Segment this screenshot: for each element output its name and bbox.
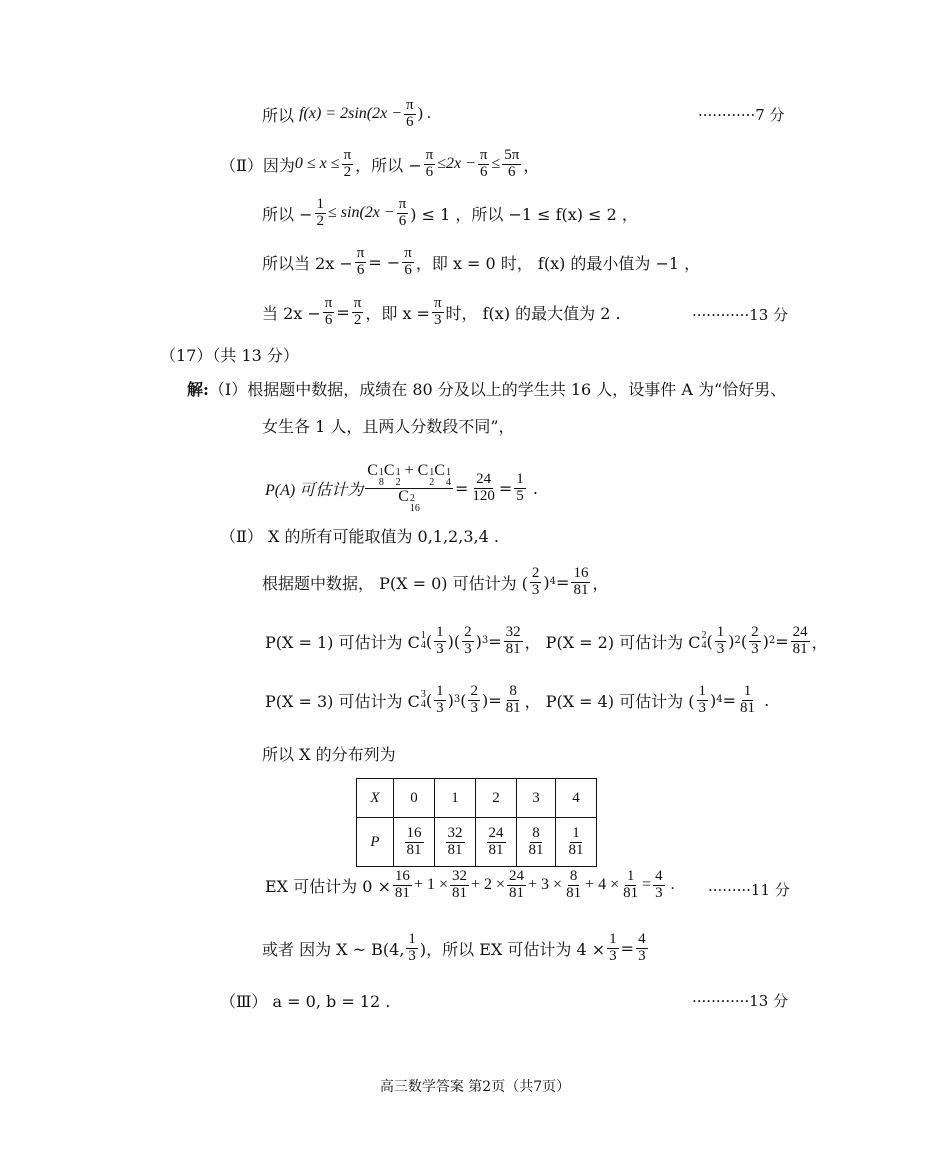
table-cell [556, 818, 597, 867]
table-row [357, 818, 597, 867]
equals: = [488, 690, 502, 710]
den: 3 [436, 699, 444, 716]
text: P(A) 可估计为 [265, 482, 364, 499]
num: 1 [436, 683, 444, 699]
fraction-32-81 [450, 869, 469, 902]
score-13-final: ············13 分 [692, 992, 789, 1010]
fraction [567, 826, 586, 859]
table-cell: X [357, 779, 394, 818]
fraction-2-3 [749, 625, 761, 658]
text: ， [592, 573, 609, 593]
text: 所以 [262, 105, 295, 125]
den: 81 [573, 581, 589, 598]
text: 女生各 1 人，且两人分数段不同”， [262, 417, 515, 436]
num: 8 [509, 683, 517, 699]
num: 32 [447, 824, 463, 841]
table-cell: 2 [476, 779, 517, 818]
den: 81 [509, 884, 525, 901]
den: 81 [568, 841, 584, 858]
num: π [425, 147, 434, 163]
line-ex: EX 可估计为 0 × $\frac{16}{81}$ + 1 × $\frac{32}{81}$ + 2 × $\frac{24}{81}$ + 3 × $\frac{8}{81}$ + 4 × $\frac{1}{81}$ = $\frac{4}{3}$ . [265, 868, 675, 901]
num: 1 [436, 624, 444, 640]
den: 81 [528, 841, 544, 858]
num: 2 [751, 624, 759, 640]
text: ) [543, 572, 550, 592]
num: π [404, 245, 412, 261]
text: 或者 因为 X ~ B(4, [262, 939, 405, 959]
num: 16 [394, 868, 410, 884]
line-sin-range [262, 197, 638, 230]
num: 4 [638, 931, 646, 947]
num: C 1 8 C 1 2 + C 1 2 C 1 4 [367, 462, 451, 488]
line-pa [265, 463, 538, 514]
table-cell [517, 818, 556, 867]
den: 81 [406, 841, 422, 858]
num: 1 [408, 931, 416, 947]
table-cell [394, 818, 435, 867]
fraction-pi-6 [323, 296, 335, 329]
num: 5π [504, 147, 520, 163]
den: 6 [356, 261, 365, 278]
num: 4 [655, 868, 663, 884]
equals: = [722, 690, 737, 710]
line-px1-px2: P(X = 1) 可估计为 C 1 4 ( $\frac{1}{3}$ )( $\frac{2}{3}$ ) 3 = $\frac{32}{81}$ ， P(X = 2) 可估计为 C 2 4 ( $\frac{1}{3}$ ) 2 ( $\frac{2}{3}$ ) 2 = $\frac{24}{81}$ ， [265, 624, 828, 657]
text: ，即 x = [365, 303, 430, 323]
table-cell [476, 818, 517, 867]
line-part2-range [220, 148, 539, 181]
text: ， P(X = 4) 可估计为 ( [524, 691, 695, 711]
fraction-8-81 [504, 684, 523, 717]
den: 6 [479, 163, 488, 180]
text: = [336, 302, 350, 322]
equals: = [620, 938, 635, 958]
text: . [532, 479, 538, 498]
fraction-1-3 [607, 932, 619, 965]
num: 24 [476, 471, 492, 488]
num: 2 [464, 624, 472, 640]
num: 24 [509, 868, 525, 884]
den: 120 [472, 488, 495, 504]
line-binomial [262, 932, 650, 965]
line-fx [262, 98, 431, 131]
den: 81 [566, 884, 582, 901]
fraction-1-5 [514, 472, 526, 505]
fraction-pi-6 [355, 246, 367, 279]
fraction-pi-6 [424, 148, 436, 181]
equals: = [775, 631, 789, 651]
den: 81 [505, 640, 521, 657]
table-cell: 3 [517, 779, 556, 818]
den: 81 [451, 884, 467, 901]
line-x-values [220, 524, 499, 547]
distribution-table [356, 778, 597, 867]
math-expr: 0 ≤ x ≤ [294, 155, 340, 173]
den: 81 [740, 699, 756, 716]
text: 所以 − [262, 204, 313, 224]
solution-part1 [187, 377, 786, 400]
fraction-1-3 [715, 625, 727, 658]
num: π [479, 147, 488, 163]
fraction-1-81 [621, 869, 640, 902]
den: C 2 16 [398, 488, 420, 514]
part-label: （Ⅱ）因为 [220, 155, 295, 175]
fraction-pi-6 [404, 98, 416, 131]
text: ，即 x = 0 时， f(x) 的最小值为 −1 ， [415, 253, 701, 273]
text: ， [523, 155, 540, 175]
den: 81 [505, 699, 521, 716]
num: 8 [569, 868, 578, 884]
line-part3 [220, 989, 390, 1012]
table-row [357, 779, 597, 818]
line-px3-px4: P(X = 3) 可估计为 C 3 4 ( $\frac{1}{3}$ ) 3 ( $\frac{2}{3}$ ) = $\frac{8}{81}$ ， P(X = 4) 可估计为 ( $\frac{1}{3}$ ) 4 = $\frac{1}{81}$ . [265, 683, 770, 716]
equals: = [454, 479, 469, 498]
equals: = [498, 479, 513, 498]
den: 6 [406, 113, 414, 130]
fraction-5pi-6 [502, 148, 521, 181]
fraction-1-3 [434, 684, 446, 717]
text: （Ⅰ）根据题中数据，成绩在 80 分及以上的学生共 16 人，设事件 A 为“恰好男、 [208, 380, 787, 399]
fraction [405, 826, 424, 859]
table-cell: P [357, 818, 394, 867]
text: = − [368, 252, 401, 272]
math-expr: ≤ [491, 155, 501, 173]
den: 3 [698, 699, 707, 716]
fraction-2-3 [462, 625, 474, 658]
num: 1 [626, 868, 635, 884]
fraction-16-81 [571, 566, 590, 599]
equals: = [488, 631, 502, 651]
fraction-pi-6 [397, 197, 409, 230]
den: 3 [638, 947, 646, 964]
num: 1 [572, 824, 580, 841]
den: 3 [655, 884, 663, 901]
fraction-24-120 [470, 472, 497, 505]
fraction-1-2 [315, 197, 327, 230]
den: 3 [436, 640, 444, 657]
fraction-1-81 [738, 684, 757, 717]
den: 3 [408, 947, 416, 964]
den: 3 [609, 947, 617, 964]
den: 6 [508, 163, 516, 180]
text: ， [811, 632, 828, 652]
fraction-2-3 [468, 684, 480, 717]
den: 81 [623, 884, 639, 901]
den: 2 [343, 163, 352, 180]
num: π [356, 245, 365, 261]
num: 2 [531, 565, 540, 581]
text: ，所以 − [355, 155, 422, 175]
num: π [406, 97, 414, 113]
score-7: ············7 分 [698, 106, 785, 124]
fraction-pi-6 [402, 246, 414, 279]
num: 32 [451, 868, 467, 884]
fraction-24-81 [791, 625, 810, 658]
fraction-1-3 [406, 932, 418, 965]
num: 1 [698, 683, 707, 699]
den: 3 [464, 640, 472, 657]
fraction-4-3 [636, 932, 648, 965]
score-13: ············13 分 [692, 306, 789, 324]
num: 24 [488, 824, 504, 841]
num: 1 [609, 931, 617, 947]
text: )，所以 EX 可估计为 4 × [419, 939, 606, 959]
fraction-2-3 [530, 566, 542, 599]
solution-label: 解: [187, 380, 209, 399]
den: 2 [353, 311, 362, 328]
den: 6 [324, 311, 333, 328]
num: 16 [573, 565, 589, 581]
math-end: ) . [417, 105, 431, 123]
num: π [343, 147, 352, 163]
den: 81 [488, 841, 504, 858]
text: （Ⅱ） X 的所有可能取值为 0,1,2,3,4 . [220, 527, 499, 546]
table-cell: 4 [556, 779, 597, 818]
den: 81 [394, 884, 410, 901]
den: 6 [398, 212, 407, 229]
den: 5 [516, 488, 524, 504]
line-min [262, 246, 700, 279]
num: π [324, 295, 333, 311]
den: 3 [531, 581, 540, 598]
den: 6 [404, 261, 412, 278]
num: π [353, 295, 362, 311]
num: π [398, 196, 407, 212]
num: 32 [505, 624, 521, 640]
fraction-pi-2 [352, 296, 364, 329]
text: （17）（共 13 分） [160, 346, 299, 365]
fraction-32-81 [504, 625, 523, 658]
num: 1 [516, 471, 524, 488]
table-cell: 0 [394, 779, 435, 818]
den: 2 [316, 212, 324, 229]
page-footer: 高三数学答案 第2页（共7页） [379, 1079, 571, 1095]
fraction-pi-6 [478, 148, 490, 181]
num: 1 [316, 196, 324, 212]
fraction [527, 826, 546, 859]
line-distribution-intro [262, 742, 396, 765]
fraction-pi-3 [432, 296, 444, 329]
solution-part1-cont [262, 414, 515, 437]
fraction-16-81 [393, 869, 412, 902]
fraction-4-3 [653, 869, 665, 902]
fraction-pi-2 [342, 148, 354, 181]
fraction-1-3 [434, 625, 446, 658]
text: P(X = 3) 可估计为 C [265, 691, 420, 711]
fraction [487, 826, 506, 859]
num: 24 [792, 624, 808, 640]
fraction-combination [365, 463, 453, 514]
line-px0: 根据题中数据， P(X = 0) 可估计为 ( $\frac{2}{3}$ ) 4 = $\frac{16}{81}$ ， [262, 565, 609, 598]
text: （Ⅲ） a = 0, b = 12 . [220, 992, 391, 1011]
text: 当 2x − [262, 303, 321, 323]
num: 16 [406, 824, 422, 841]
table-cell: 1 [435, 779, 476, 818]
den: 6 [425, 163, 434, 180]
fraction-24-81 [507, 869, 526, 902]
text: 所以 X 的分布列为 [262, 745, 396, 764]
text: 时， f(x) 的最大值为 2 . [445, 303, 621, 323]
fraction-1-3 [697, 684, 709, 717]
den: 3 [716, 640, 725, 657]
num: 1 [716, 624, 725, 640]
num: 8 [532, 824, 540, 841]
math-expr: f(x) = 2sin(2x − [299, 105, 403, 123]
den: 81 [447, 841, 463, 858]
text: EX 可估计为 0 × [265, 876, 391, 896]
table-cell [435, 818, 476, 867]
text: . [764, 690, 770, 710]
text: 根据题中数据， P(X = 0) 可估计为 ( [262, 573, 528, 593]
math-expr: ≤2x − [437, 155, 476, 173]
equals: = [556, 572, 570, 592]
num: 1 [743, 683, 752, 699]
text: 所以当 2x − [262, 253, 353, 273]
fraction [446, 826, 465, 859]
den: 81 [792, 640, 808, 657]
den: 3 [751, 640, 759, 657]
question-17-header [160, 343, 299, 366]
num: 2 [470, 683, 478, 699]
text: ， P(X = 2) 可估计为 C [524, 632, 701, 652]
num: π [433, 295, 442, 311]
den: 3 [470, 699, 478, 716]
text: P(X = 1) 可估计为 C [265, 632, 420, 652]
den: 3 [434, 311, 442, 328]
text: ) ≤ 1 ，所以 −1 ≤ f(x) ≤ 2 ， [410, 204, 638, 224]
score-11: ·········11 分 [708, 881, 790, 899]
math-expr: ≤ sin(2x − [328, 204, 395, 222]
line-max [262, 296, 621, 329]
fraction-8-81 [564, 869, 583, 902]
